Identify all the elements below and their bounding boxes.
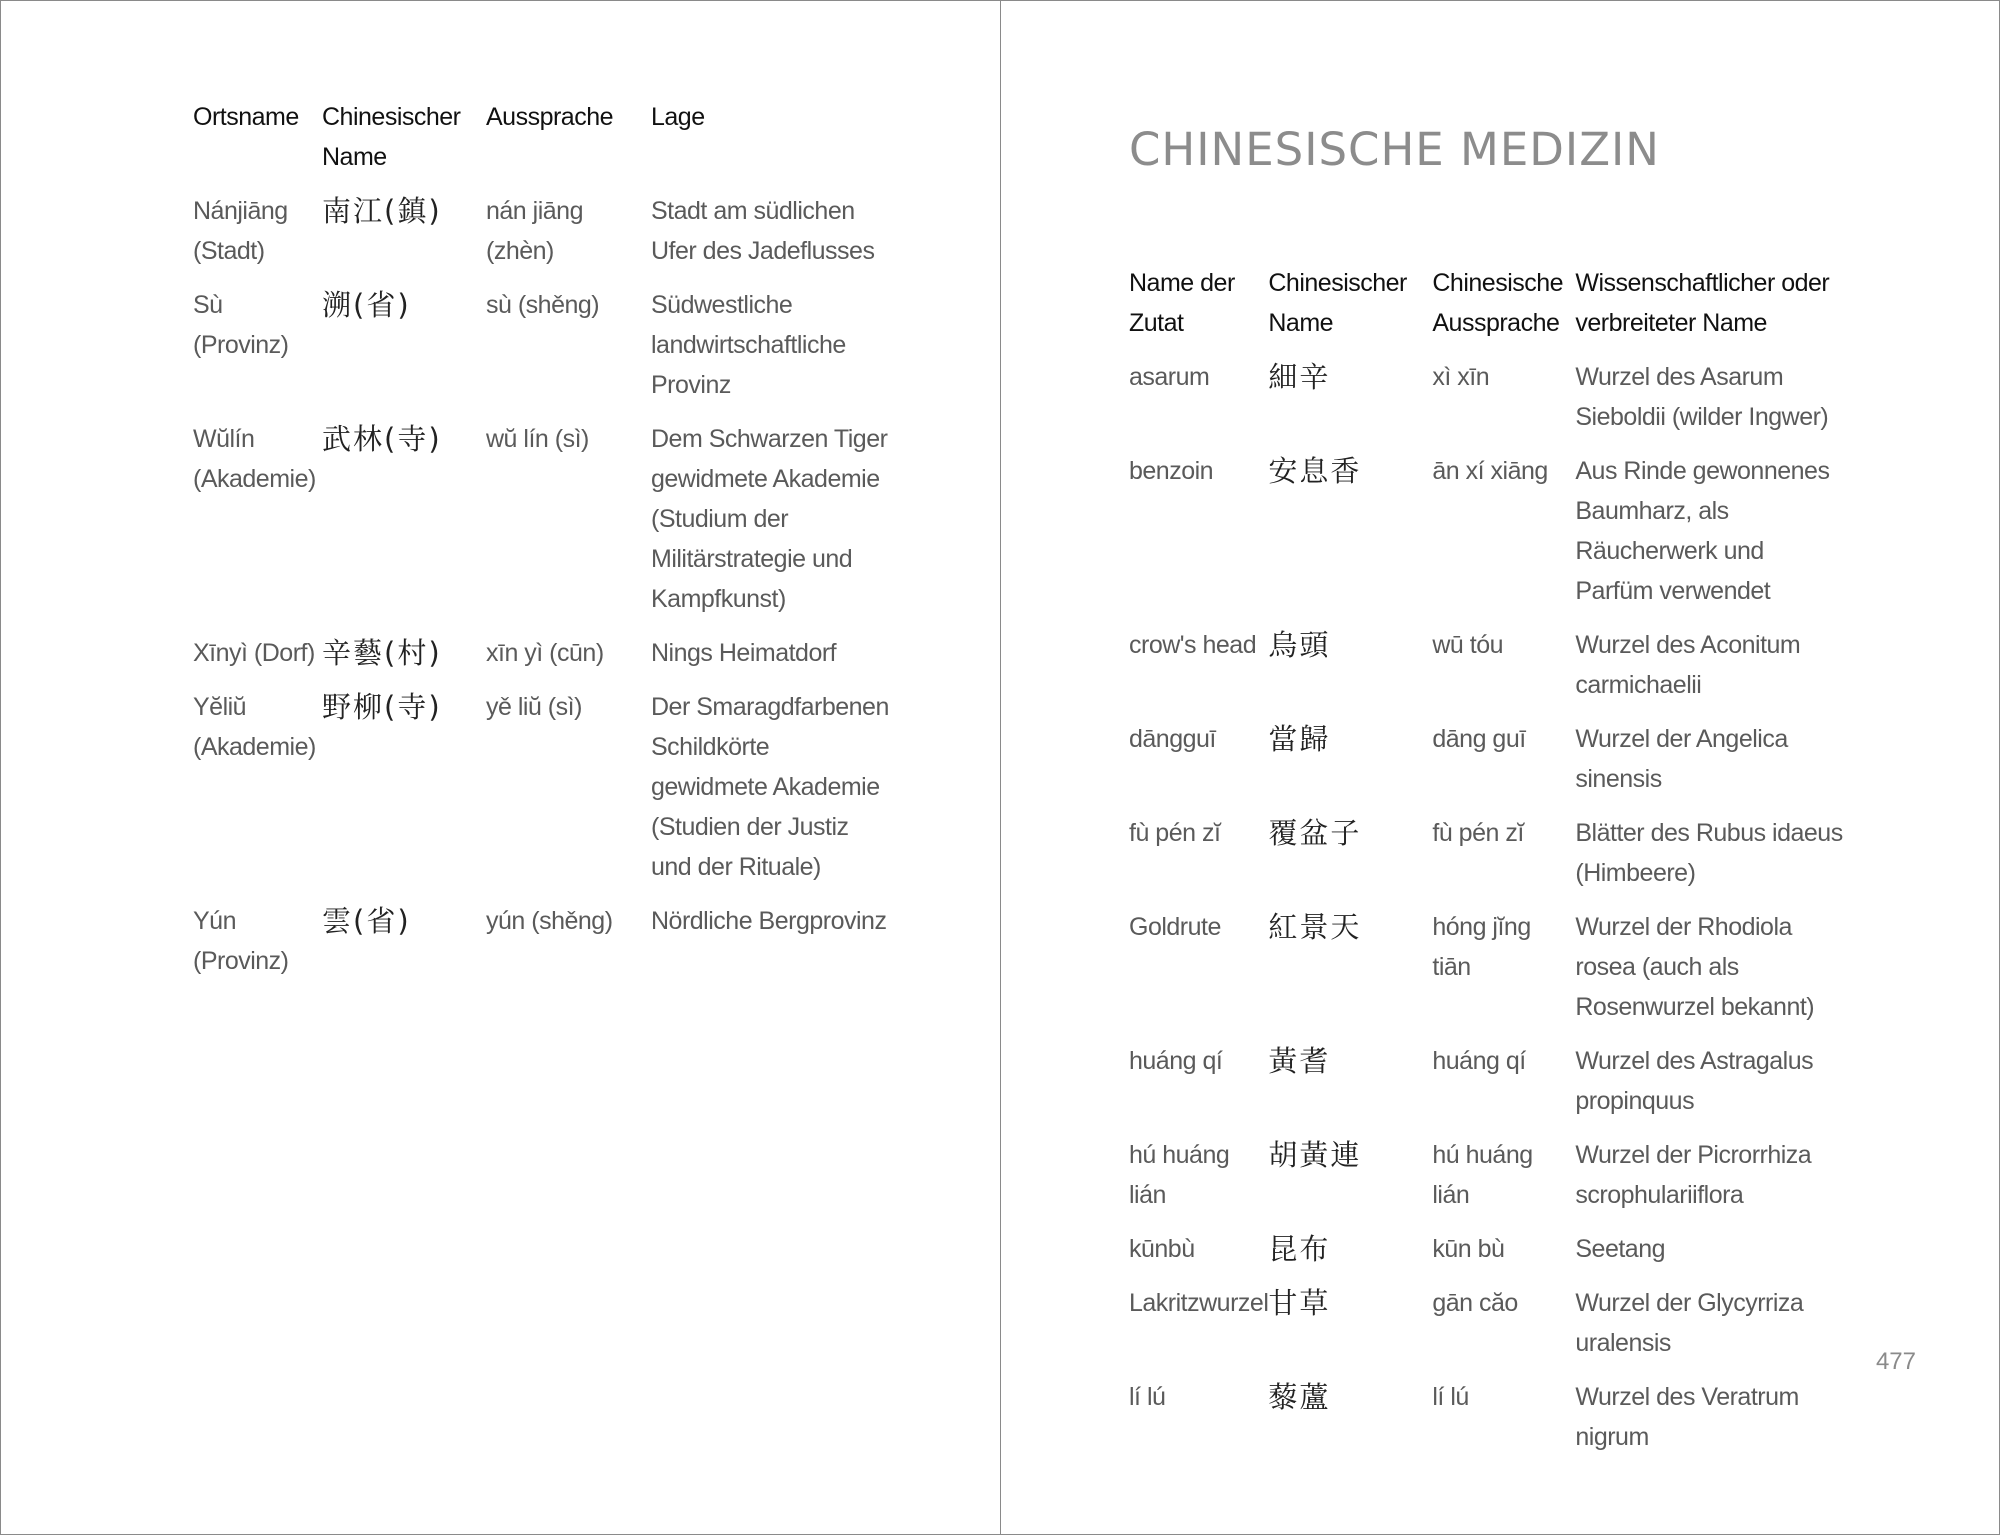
table-row [193, 419, 891, 633]
ingredient-name: crow's head [1129, 631, 1257, 659]
ingredient-scientific: Wurzel der Rhodiola rosea (auch als Rosenwurzel bekannt) [1575, 913, 1815, 1021]
table-row [1129, 451, 1845, 625]
place-pronunciation: yě liŭ (sì) [486, 693, 582, 721]
ingredient-pronunciation: hú huáng lián [1432, 1141, 1533, 1209]
table-row [1129, 1229, 1845, 1283]
ingredient-pronunciation: ān xí xiāng [1432, 457, 1548, 485]
table-row [1129, 813, 1845, 907]
place-location: Stadt am südlichen Ufer des Jadeflusses [651, 197, 875, 265]
table-row [193, 285, 891, 419]
section-title: CHINESISCHE MEDIZIN [1129, 123, 1660, 176]
table-row [1129, 907, 1845, 1041]
ingredient-scientific: Wurzel des Astragalus propinquus [1575, 1047, 1814, 1115]
ingredient-pronunciation: kūn bù [1432, 1235, 1505, 1263]
table-row [1129, 625, 1845, 719]
medicine-header-row [1129, 263, 1845, 357]
ingredient-pronunciation: gān căo [1432, 1289, 1518, 1317]
medicine-header-ingredient: Name der Zutat [1129, 269, 1235, 337]
place-pronunciation: sù (shěng) [486, 291, 600, 319]
ingredient-scientific: Wurzel des Asarum Sieboldii (wilder Ingwer) [1575, 363, 1829, 431]
places-header-pronunciation: Aussprache [486, 103, 614, 131]
table-row [1129, 1135, 1845, 1229]
ingredient-chinese: 烏頭 [1268, 628, 1331, 662]
table-row [193, 687, 891, 901]
places-header-location: Lage [651, 103, 705, 131]
places-header-ortsname: Ortsname [193, 103, 299, 131]
medicine-table [1129, 263, 1845, 1471]
ingredient-chinese: 黃耆 [1268, 1044, 1331, 1078]
place-pronunciation: wŭ lín (sì) [486, 425, 589, 453]
ingredient-scientific: Wurzel der Angelica sinensis [1575, 725, 1788, 793]
places-table [193, 97, 891, 995]
ingredient-chinese: 細辛 [1268, 360, 1331, 394]
table-row [1129, 1377, 1845, 1471]
place-chinese: 南江(鎮) [322, 194, 442, 228]
medicine-header-scientific-name: Wissenschaftlicher oder verbreiteter Name [1575, 269, 1830, 337]
ingredient-name: asarum [1129, 363, 1210, 391]
table-row [193, 633, 891, 687]
ingredient-scientific: Wurzel der Glycyrriza uralensis [1575, 1289, 1804, 1357]
table-row [193, 191, 891, 285]
ingredient-scientific: Wurzel des Aconitum carmichaelii [1575, 631, 1801, 699]
left-page [1, 1, 1001, 1534]
medicine-header-chinese-name: Chinesischer Name [1268, 269, 1407, 337]
ingredient-scientific: Wurzel der Picrorrhiza scrophulariiflora [1575, 1141, 1812, 1209]
place-location: Südwestliche landwirtschaftliche Provinz [651, 291, 846, 399]
ingredient-chinese: 胡黃連 [1268, 1138, 1362, 1172]
place-pronunciation: xīn yì (cūn) [486, 639, 604, 667]
ingredient-name: Lakritzwurzel [1129, 1289, 1269, 1317]
places-header-chinese-name: Chinesischer Name [322, 103, 461, 171]
ingredient-name: Goldrute [1129, 913, 1221, 941]
ingredient-chinese: 昆布 [1268, 1232, 1331, 1266]
ingredient-chinese: 甘草 [1268, 1286, 1331, 1320]
place-chinese: 溯(省) [322, 288, 411, 322]
place-name: Xīnyì (Dorf) [193, 639, 315, 667]
table-row [1129, 1283, 1845, 1377]
ingredient-chinese: 覆盆子 [1268, 816, 1362, 850]
place-name: Yún (Provinz) [193, 907, 289, 975]
place-name: Sù (Provinz) [193, 291, 289, 359]
place-location: Nördliche Bergprovinz [651, 907, 887, 935]
ingredient-name: kūnbù [1129, 1235, 1195, 1263]
medicine-header-pronunciation: Chinesische Aussprache [1432, 269, 1564, 337]
ingredient-chinese: 當歸 [1268, 722, 1331, 756]
table-row [193, 901, 891, 995]
ingredient-chinese: 安息香 [1268, 454, 1362, 488]
place-chinese: 辛藝(村) [322, 636, 442, 670]
page-number: 477 [1875, 1348, 1916, 1375]
ingredient-pronunciation: xì xīn [1432, 363, 1490, 391]
ingredient-chinese: 紅景天 [1268, 910, 1362, 944]
place-location: Der Smaragdfarbenen Schildkörte gewidmete Akademie (Studien der Justiz und der Rituale) [651, 693, 889, 881]
ingredient-scientific: Blätter des Rubus idaeus (Himbeere) [1575, 819, 1843, 887]
place-chinese: 武林(寺) [322, 422, 442, 456]
ingredient-name: dāngguī [1129, 725, 1216, 753]
ingredient-name: huáng qí [1129, 1047, 1223, 1075]
ingredient-scientific: Aus Rinde gewonnenes Baumharz, als Räucherwerk und Parfüm verwendet [1575, 457, 1830, 605]
table-row [1129, 719, 1845, 813]
place-pronunciation: nán jiāng (zhèn) [486, 197, 583, 265]
place-name: Yĕliŭ (Akademie) [193, 693, 316, 761]
place-pronunciation: yún (shěng) [486, 907, 613, 935]
places-header-row [193, 97, 891, 191]
place-location: Nings Heimatdorf [651, 639, 837, 667]
right-page [1001, 1, 1999, 1534]
place-name: Nánjiāng (Stadt) [193, 197, 288, 265]
ingredient-pronunciation: dāng guī [1432, 725, 1526, 753]
ingredient-pronunciation: hóng jĭng tiān [1432, 913, 1531, 981]
ingredient-scientific: Seetang [1575, 1235, 1666, 1263]
ingredient-name: hú huáng lián [1129, 1141, 1230, 1209]
ingredient-pronunciation: lí lú [1432, 1383, 1469, 1411]
table-row [1129, 1041, 1845, 1135]
ingredient-name: benzoin [1129, 457, 1214, 485]
ingredient-name: lí lú [1129, 1383, 1166, 1411]
ingredient-pronunciation: wū tóu [1432, 631, 1504, 659]
ingredient-pronunciation: huáng qí [1432, 1047, 1526, 1075]
place-chinese: 野柳(寺) [322, 690, 442, 724]
place-chinese: 雲(省) [322, 904, 411, 938]
ingredient-pronunciation: fù pén zĭ [1432, 819, 1524, 847]
ingredient-name: fù pén zĭ [1129, 819, 1221, 847]
place-name: Wŭlín (Akademie) [193, 425, 316, 493]
ingredient-chinese: 藜蘆 [1268, 1380, 1331, 1414]
table-row [1129, 357, 1845, 451]
ingredient-scientific: Wurzel des Veratrum nigrum [1575, 1383, 1799, 1451]
place-location: Dem Schwarzen Tiger gewidmete Akademie (Studium der Militärstrategie und Kampfkunst) [651, 425, 888, 613]
